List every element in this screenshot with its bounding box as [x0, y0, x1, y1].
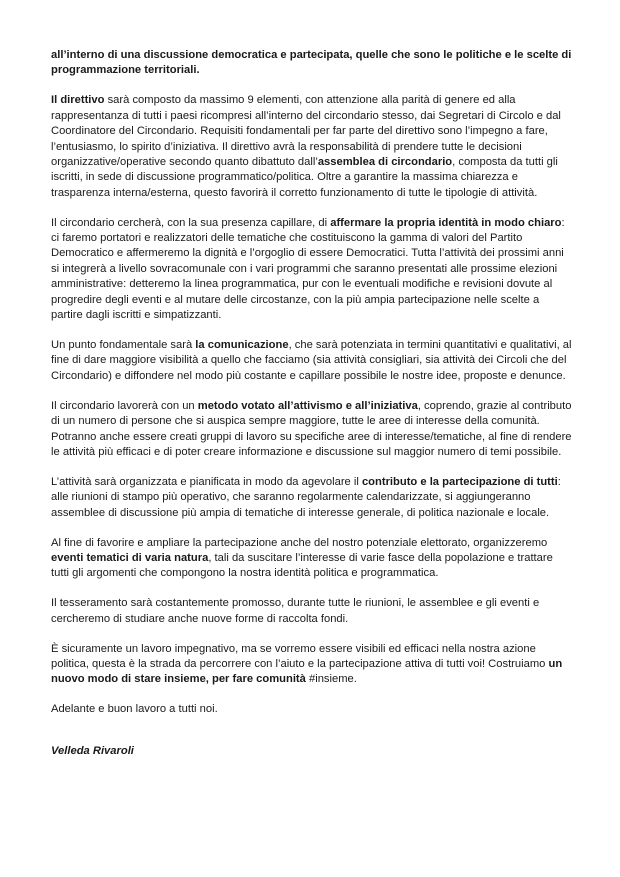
- bold-text: metodo votato all’attivismo e all’iniziativa: [197, 399, 418, 412]
- paragraph-9: [51, 702, 572, 717]
- text-segment: , tali da suscitare l’interesse di varie fasce della popolazione e trattare tutti gli argomenti che compongono la nostra identità politica e programmatica.: [51, 551, 553, 580]
- bold-text: all’interno di una discussione democratica e partecipata, quelle che sono le politiche e le scelte di programmazione territoriali.: [51, 49, 572, 77]
- text-segment: Il circondario lavorerà con un: [51, 399, 198, 412]
- signature: Velleda Rivaroli: [51, 744, 134, 757]
- paragraph-6: [51, 536, 572, 582]
- paragraph-5: [51, 475, 572, 521]
- bold-text: eventi tematici di varia natura: [51, 551, 209, 564]
- text-segment: , coprendo, grazie al contributo di un numero di persone che si auspica sempre maggiore, tutte le aree di interesse della comunità. Potranno anche essere creati gruppi di lavoro su specifiche aree di interesse/tematiche, al fine di rendere le attività più efficaci e di poter creare informazione e discussione sul maggior numero di temi possibile.: [51, 399, 572, 458]
- paragraph-2: [51, 216, 572, 324]
- text-segment: L’attività sarà organizzata e pianificata in modo da agevolare il: [51, 475, 362, 488]
- text-segment: Il tesseramento sarà costantemente promosso, durante tutte le riunioni, le assemblee e gli eventi e cercheremo di studiare anche nuove forme di raccolta fondi.: [51, 597, 540, 625]
- paragraph-7: [51, 596, 572, 627]
- paragraph-3: [51, 338, 572, 384]
- text-segment: , che sarà potenziata in termini quantitativi e qualitativi, al fine di dare maggiore visibilità a quello che facciamo (sia attività consigliari, sia attività dei Circoli che del Circondario) e diffondere nel modo più costante e capillare possibile le nostre idee, proposte e denunce.: [51, 339, 572, 382]
- text-segment: : ci faremo portatori e realizzatori delle tematiche che costituiscono la gamma di valori del Partito Democratico e affermeremo la dignità e l’orgoglio di essere Democratici. Tutta l’attività dei prossimi anni si integrerà a livello sovracomunale con i vari programmi che saranno presentati alle prossime elezioni amministrative: detteremo la linea programmatica, pur con le eventuali modifiche e revisioni dovute al progredire degli eventi e al mutare delle circostanze, con la più ampia partecipazione nelle scelte a partire dagli iscritti e simpatizzanti.: [51, 216, 565, 322]
- text-segment: #insieme.: [305, 673, 357, 686]
- bold-text: contributo e la partecipazione di tutti: [361, 475, 558, 488]
- text-segment: : alle riunioni di stampo più operativo, che saranno regolarmente calendarizzate, si aggiungeranno assemblee di discussione più ampia di tematiche di interesse generale, di politica nazionale e locale.: [51, 475, 561, 519]
- bold-text: Il direttivo: [51, 94, 105, 107]
- paragraph-0: [51, 48, 572, 79]
- bold-text: affermare la propria identità in modo chiaro: [330, 216, 562, 229]
- text-segment: Al fine di favorire e ampliare la partecipazione anche del nostro potenziale elettorato, organizzeremo: [51, 536, 548, 549]
- text-segment: , composta da tutti gli iscritti, in sede di discussione programmatico/politica. Oltre a garantire la massima chiarezza e trasparenza interna/esterna, questo favorirà il corretto funzionamento di tutte le tipologie di attività.: [51, 155, 558, 199]
- bold-text: assemblea di circondario: [317, 155, 453, 168]
- text-segment: Adelante e buon lavoro a tutti noi.: [51, 703, 218, 716]
- text-segment: È sicuramente un lavoro impegnativo, ma se vorremo essere visibili ed efficaci nella nostra azione politica, questa è la strada da percorrere con l’aiuto e la partecipazione attiva di tutti voi! Costruiamo: [51, 642, 549, 670]
- bold-text: un nuovo modo di stare insieme, per fare comunità: [51, 658, 563, 686]
- text-segment: sarà composto da massimo 9 elementi, con attenzione alla parità di genere ed alla rappresentanza di tutti i paesi ricompresi all’interno del circondario stesso, dai Segretari di Circolo e dal Coordinatore del Circondario. Requisiti fondamentali per far parte del direttivo sono l’impegno a fare, l’entusiasmo, lo spirito d’iniziativa. Il direttivo avrà la responsabilità di prendere tutte le decisioni organizzative/operative secondo quanto dibattuto dall’: [51, 94, 561, 168]
- paragraph-4: [51, 399, 572, 461]
- bold-text: la comunicazione: [195, 339, 289, 351]
- text-segment: Un punto fondamentale sarà: [51, 339, 196, 351]
- paragraph-1: [51, 93, 572, 201]
- document-body: [51, 48, 572, 718]
- paragraph-8: [51, 642, 572, 688]
- text-segment: Il circondario cercherà, con la sua presenza capillare, di: [51, 216, 331, 229]
